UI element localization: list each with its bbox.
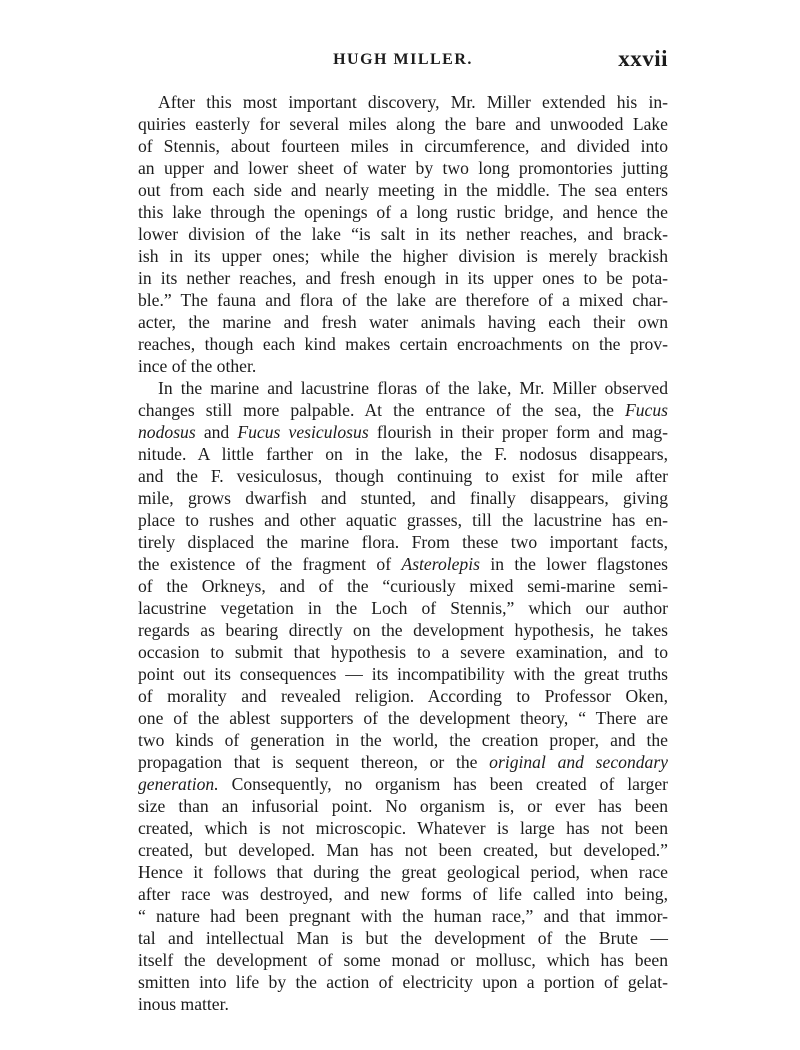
text-line	[138, 91, 668, 113]
text-run: this lake through the openings of a long rustic bridge, and hence the	[138, 202, 668, 222]
text-line	[138, 927, 668, 949]
text-line	[138, 905, 668, 927]
text-run: smitten into life by the action of electricity upon a portion of gelat-	[138, 972, 668, 992]
text-run: of the Orkneys, and of the “curiously mixed semi-marine semi-	[138, 576, 668, 596]
text-run: In the marine and lacustrine floras of the lake, Mr. Miller observed	[158, 378, 668, 398]
text-run: After this most important discovery, Mr. Miller extended his in-	[158, 92, 668, 112]
text-line	[138, 223, 668, 245]
text-run: and the F. vesiculosus, though continuing to exist for mile after	[138, 466, 668, 486]
text-run: Hence it follows that during the great geological period, when race	[138, 862, 668, 882]
text-line	[138, 729, 668, 751]
text-line	[138, 157, 668, 179]
body-text	[138, 91, 668, 1015]
text-line	[138, 861, 668, 883]
text-line	[138, 597, 668, 619]
text-run: size than an infusorial point. No organism is, or ever has been	[138, 796, 668, 816]
italic-run: nodosus	[138, 422, 196, 442]
text-run: place to rushes and other aquatic grasses, till the lacustrine has en-	[138, 510, 668, 530]
italic-run: Fucus	[625, 400, 668, 420]
text-line	[138, 509, 668, 531]
text-run: nitude. A little farther on in the lake, the F. nodosus disappears,	[138, 444, 668, 464]
text-run: mile, grows dwarfish and stunted, and finally disappears, giving	[138, 488, 668, 508]
text-run: regards as bearing directly on the development hypothesis, he takes	[138, 620, 668, 640]
text-run: two kinds of generation in the world, the creation proper, and the	[138, 730, 668, 750]
text-line	[138, 245, 668, 267]
text-run: quiries easterly for several miles along the bare and unwooded Lake	[138, 114, 668, 134]
text-run: after race was destroyed, and new forms of life called into being,	[138, 884, 668, 904]
text-run: flourish in their proper form and mag-	[368, 422, 669, 442]
text-line	[138, 399, 668, 421]
text-run: Consequently, no organism has been created of larger	[218, 774, 668, 794]
text-run: ish in its upper ones; while the higher division is merely brackish	[138, 246, 668, 266]
text-run: propagation that is sequent thereon, or the	[138, 752, 490, 772]
italic-run: Fucus vesiculosus	[237, 422, 369, 442]
text-run: inous matter.	[138, 994, 229, 1014]
text-line	[138, 993, 668, 1015]
text-line	[138, 619, 668, 641]
text-line	[138, 641, 668, 663]
text-line	[138, 575, 668, 597]
text-line	[138, 883, 668, 905]
text-line	[138, 443, 668, 465]
text-line	[138, 685, 668, 707]
text-line	[138, 949, 668, 971]
text-line	[138, 201, 668, 223]
text-line	[138, 289, 668, 311]
text-run: of morality and revealed religion. According to Professor Oken,	[138, 686, 668, 706]
text-line	[138, 377, 668, 399]
text-line	[138, 971, 668, 993]
text-line	[138, 267, 668, 289]
text-run: tal and intellectual Man is but the development of the Brute —	[138, 928, 668, 948]
page-number: xxvii	[618, 46, 668, 71]
running-head	[138, 46, 668, 76]
text-line	[138, 553, 668, 575]
text-line	[138, 817, 668, 839]
text-run: changes still more palpable. At the entrance of the sea, the	[138, 400, 625, 420]
text-line	[138, 663, 668, 685]
italic-run: generation.	[138, 774, 219, 794]
text-line	[138, 333, 668, 355]
text-run: an upper and lower sheet of water by two long promontories jutting	[138, 158, 668, 178]
text-run: acter, the marine and fresh water animals having each their own	[138, 312, 668, 332]
text-run: “ nature had been pregnant with the human race,” and that immor-	[138, 906, 668, 926]
text-run: tirely displaced the marine flora. From these two important facts,	[138, 532, 668, 552]
text-line	[138, 839, 668, 861]
text-run: of Stennis, about fourteen miles in circumference, and divided into	[138, 136, 668, 156]
text-run: reaches, though each kind makes certain encroachments on the prov-	[138, 334, 668, 354]
italic-run: original and secondary	[489, 752, 668, 772]
text-run: in the lower flagstones	[479, 554, 668, 574]
text-run: lacustrine vegetation in the Loch of Stennis,” which our author	[138, 598, 668, 618]
italic-run: Asterolepis	[401, 554, 480, 574]
text-line	[138, 773, 668, 795]
text-run: lower division of the lake “is salt in its nether reaches, and brack-	[138, 224, 668, 244]
text-line	[138, 179, 668, 201]
text-line	[138, 421, 668, 443]
text-line	[138, 355, 668, 377]
text-run: itself the development of some monad or mollusc, which has been	[138, 950, 668, 970]
text-line	[138, 113, 668, 135]
running-title: HUGH MILLER.	[333, 51, 473, 68]
text-line	[138, 487, 668, 509]
text-run: and	[195, 422, 238, 442]
text-run: out from each side and nearly meeting in the middle. The sea enters	[138, 180, 668, 200]
text-run: occasion to submit that hypothesis to a severe examination, and to	[138, 642, 668, 662]
text-run: point out its consequences — its incompatibility with the great truths	[138, 664, 668, 684]
text-line	[138, 707, 668, 729]
text-line	[138, 465, 668, 487]
text-run: ble.” The fauna and flora of the lake are therefore of a mixed char-	[138, 290, 668, 310]
text-line	[138, 795, 668, 817]
text-run: the existence of the fragment of	[138, 554, 402, 574]
text-run: one of the ablest supporters of the development theory, “ There are	[138, 708, 668, 728]
text-line	[138, 751, 668, 773]
text-run: in its nether reaches, and fresh enough in its upper ones to be pota-	[138, 268, 668, 288]
text-line	[138, 311, 668, 333]
text-run: ince of the other.	[138, 356, 257, 376]
text-run: created, which is not microscopic. Whatever is large has not been	[138, 818, 668, 838]
text-line	[138, 135, 668, 157]
text-line	[138, 531, 668, 553]
text-run: created, but developed. Man has not been created, but developed.”	[138, 840, 668, 860]
